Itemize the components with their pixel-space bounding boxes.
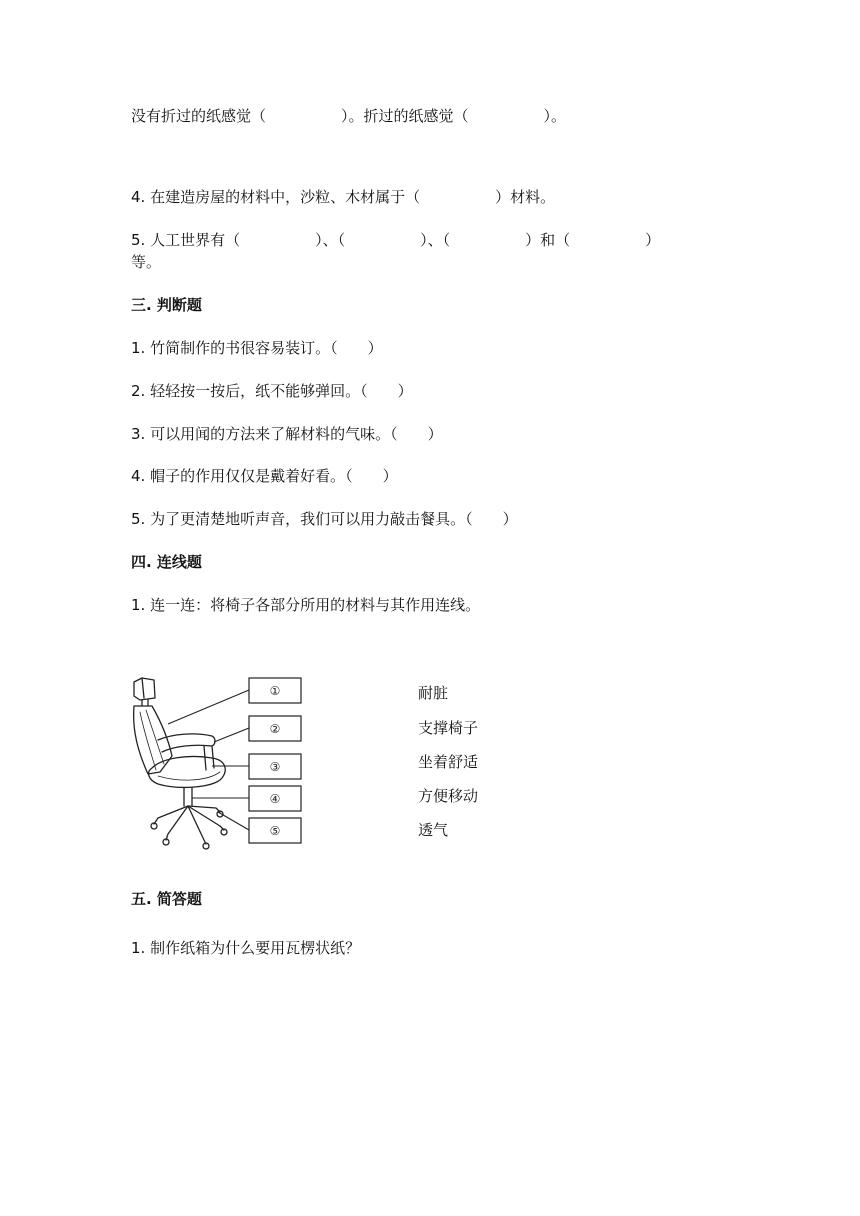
paper-feel-question: 没有折过的纸感觉（ ）。折过的纸感觉（ ）。	[131, 107, 567, 125]
question-5-line-1: 5. 人工世界有（ ）、（ ）、（ ）和（ ）	[131, 231, 661, 249]
section-judge-heading: 三. 判断题	[131, 296, 202, 314]
label-box-3-number: ③	[269, 760, 281, 774]
chair-gas-lift	[184, 788, 192, 806]
section-short-heading: 五. 简答题	[131, 890, 202, 908]
judge-item-3: 3. 可以用闻的方法来了解材料的气味。（ ）	[131, 425, 443, 443]
section-match-heading: 四. 连线题	[131, 553, 202, 571]
chair-armrest	[158, 734, 215, 752]
label-box-2-number: ②	[269, 722, 281, 736]
leader-line-1	[168, 690, 249, 724]
judge-item-2: 2. 轻轻按一按后，纸不能够弹回。（ ）	[131, 382, 413, 400]
question-5-line-2: 等。	[131, 253, 162, 271]
leader-line-2	[214, 728, 249, 742]
short-answer-question: 1. 制作纸箱为什么要用瓦楞状纸？	[131, 939, 361, 957]
leader-line-5	[218, 812, 249, 830]
label-box-1-number: ①	[269, 684, 281, 698]
judge-item-5: 5. 为了更清楚地听声音，我们可以用力敲击餐具。（ ）	[131, 510, 518, 528]
function-option-4: 方便移动	[418, 787, 479, 805]
office-chair-diagram	[128, 672, 313, 852]
judge-item-1: 1. 竹简制作的书很容易装订。（ ）	[131, 339, 383, 357]
function-option-3: 坐着舒适	[418, 753, 479, 771]
chair-backrest	[134, 706, 172, 774]
question-5-artificial-world	[131, 229, 751, 273]
label-box-4-number: ④	[269, 792, 281, 806]
question-4-building-materials: 4. 在建造房屋的材料中，沙粒、木材属于（ ）材料。	[131, 188, 556, 206]
judge-item-4: 4. 帽子的作用仅仅是戴着好看。（ ）	[131, 467, 398, 485]
chair-base	[154, 806, 188, 824]
label-box-5-number: ⑤	[269, 824, 281, 838]
match-question: 1. 连一连：将椅子各部分所用的材料与其作用连线。	[131, 596, 481, 614]
function-option-1: 耐脏	[418, 684, 449, 702]
function-option-5: 透气	[418, 821, 449, 839]
function-option-2: 支撑椅子	[418, 719, 479, 737]
